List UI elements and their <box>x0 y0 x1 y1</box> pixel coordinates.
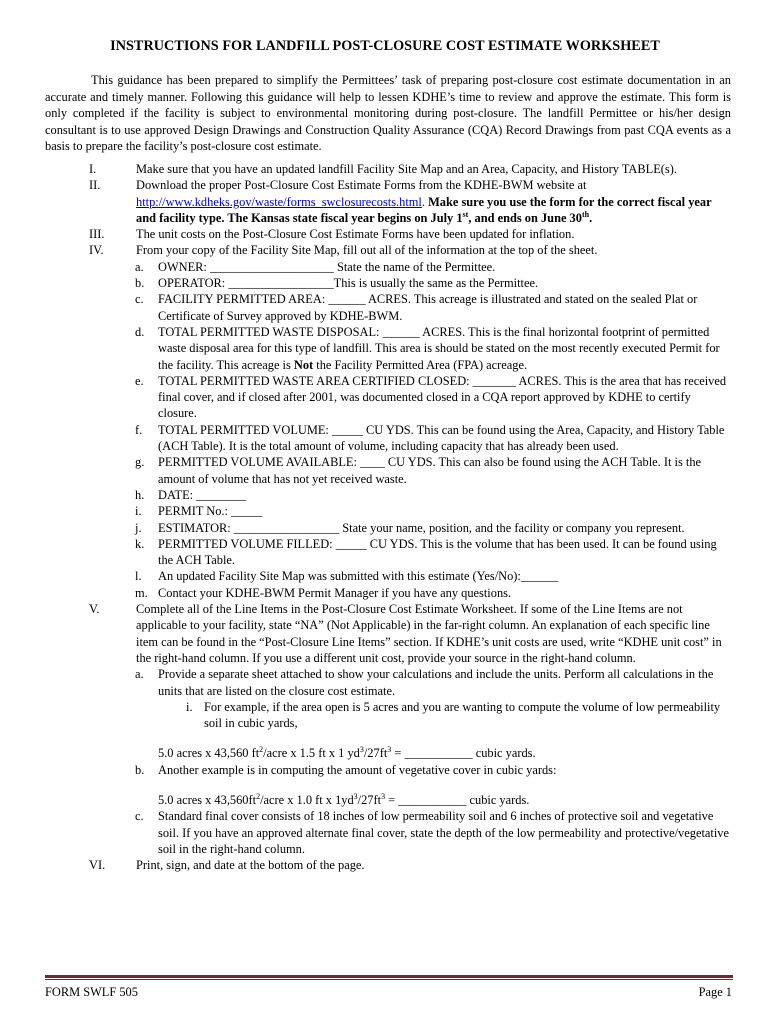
sub-item-letter: l. <box>135 569 142 584</box>
sub-item-vegetative-cover <box>45 762 731 778</box>
sub-item-letter: c. <box>135 292 144 307</box>
formula-part: /27ft <box>357 792 382 807</box>
item-text: From your copy of the Facility Site Map, fill out all of the information at the top of the sheet. <box>136 243 598 258</box>
bold-text-part: . <box>589 210 593 225</box>
item-text-after-link: . <box>421 194 429 209</box>
sub-sub-item-example <box>45 699 731 732</box>
sub-item-total-permitted-volume <box>45 422 731 455</box>
sub-item-text: TOTAL PERMITTED WASTE DISPOSAL: ______ ACRES. This is the final horizontal footprint of permitted waste disposal area for this type of landfill. This area is should be stated on the most recently executed Permit for the facility. This acreage is <box>158 324 720 372</box>
bold-text-part: Make sure you use the form for the correct fiscal year and facility type. The Kansas state fiscal year begins on July 1 <box>136 194 712 225</box>
sub-item-letter: m. <box>135 585 148 600</box>
list-item-i <box>45 161 731 177</box>
sub-item-text: Standard final cover consists of 18 inches of low permeability soil and 6 inches of protective soil and vegetative soil. If you have an approved alternate final cover, state the depth of the low permeability and protective/vegetative soil in the right-hand column. <box>158 809 729 856</box>
sub-item-text: TOTAL PERMITTED VOLUME: _____ CU YDS. This can be found using the Area, Capacity, and History Table (ACH Table). It is the total amount of volume, including capacity that has already been used. <box>158 422 725 454</box>
sub-item-text: PERMITTED VOLUME FILLED: _____ CU YDS. This is the volume that has been used. It can be found using the ACH Table. <box>158 536 717 568</box>
sub-item-text: Contact your KDHE-BWM Permit Manager if you have any questions. <box>158 585 512 600</box>
sub-item-permitted-volume-available <box>45 454 731 487</box>
item-number: V. <box>89 602 100 617</box>
sub-item-letter: k. <box>135 536 145 551</box>
sub-item-text-end: the Facility Permitted Area (FPA) acreage. <box>313 357 528 372</box>
sub-item-waste-area-certified-closed <box>45 373 731 422</box>
formula-vegetative-cover <box>45 792 731 808</box>
formula-part: = ___________ cubic yards. <box>391 746 536 761</box>
sub-item-text: Another example is in computing the amount of vegetative cover in cubic yards: <box>158 762 557 777</box>
sub-item-text: TOTAL PERMITTED WASTE AREA CERTIFIED CLOSED: _______ ACRES. This is the area that has received final cover, and if closed after 2001, was documented closed in a CQA report approved by KDHE to certify closure. <box>158 373 727 421</box>
formula-low-permeability <box>45 745 731 761</box>
item-text: Print, sign, and date at the bottom of the page. <box>136 858 365 873</box>
sub-sub-item-numeral: i. <box>186 699 193 714</box>
list-item-v <box>45 601 731 666</box>
sub-item-facility-permitted-area <box>45 291 731 324</box>
sub-sub-item-text: For example, if the area open is 5 acres and you are wanting to compute the volume of low permeability soil in cubic yards, <box>204 699 721 731</box>
superscript: 3 <box>359 745 364 755</box>
sub-item-permitted-volume-filled <box>45 536 731 569</box>
bold-word: Not <box>293 357 314 372</box>
formula-part: /acre x 1.5 ft x 1 yd <box>263 746 360 761</box>
spacer <box>45 731 731 745</box>
formula-part: /27ft <box>363 746 388 761</box>
sub-item-letter: b. <box>135 276 145 291</box>
item-number: III. <box>89 227 105 242</box>
list-item-ii <box>45 177 731 226</box>
list-item-iii <box>45 226 731 242</box>
item-text: Complete all of the Line Items in the Post-Closure Cost Estimate Worksheet. If some of the Line Items are not applicable to your facility, state “NA” (Not Applicable) in the far-right column. An explanation of each specific line item can be found in the “Post-Closure Line Items” section. If KDHE’s unit costs are used, write “KDHE unit cost” in the right-hand column. If you use a different unit cost, provide your source in the right-hand column. <box>136 602 722 665</box>
spacer <box>45 778 731 792</box>
footer-divider-thin <box>45 979 733 980</box>
item-text: Download the proper Post-Closure Cost Estimate Forms from the KDHE-BWM website at <box>136 178 587 193</box>
sub-item-text: PERMIT No.: _____ <box>158 504 263 519</box>
sub-item-text: OPERATOR: _________________This is usually the same as the Permittee. <box>158 276 539 291</box>
sub-item-owner <box>45 259 731 275</box>
superscript: st <box>462 209 469 219</box>
sub-item-letter: h. <box>135 487 145 502</box>
bold-text-part: , and ends on June 30 <box>468 210 582 225</box>
sub-item-contact-manager <box>45 585 731 601</box>
sub-item-letter: j. <box>135 520 142 535</box>
instruction-list <box>45 161 731 873</box>
sub-item-text: DATE: ________ <box>158 487 246 502</box>
sub-item-standard-final-cover <box>45 808 731 857</box>
form-number: FORM SWLF 505 <box>45 985 138 999</box>
superscript: 2 <box>259 745 264 755</box>
sub-item-operator <box>45 275 731 291</box>
page-number: Page 1 <box>698 985 732 999</box>
superscript: th <box>581 209 590 219</box>
sub-item-total-permitted-waste-disposal <box>45 324 731 373</box>
list-item-vi <box>45 857 731 873</box>
sub-item-site-map-submitted <box>45 568 731 584</box>
sub-item-text: OWNER: ____________________ State the name of the Permittee. <box>158 259 496 274</box>
sub-item-text: ESTIMATOR: _________________ State your name, position, and the facility or company you represent. <box>158 520 685 535</box>
sub-item-letter: f. <box>135 422 143 437</box>
sub-item-letter: i. <box>135 504 142 519</box>
formula-part: /acre x 1.0 ft x 1yd <box>260 792 354 807</box>
sub-item-calculations-sheet <box>45 666 731 699</box>
sub-item-letter: a. <box>135 667 144 682</box>
sub-item-text: FACILITY PERMITTED AREA: ______ ACRES. This acreage is illustrated and stated on the sealed Plat or Certificate of Survey approved by KDHE-BWM. <box>158 292 698 323</box>
sub-item-text: An updated Facility Site Map was submitted with this estimate (Yes/No):______ <box>158 569 559 584</box>
sub-item-permit-no <box>45 503 731 519</box>
sub-item-estimator <box>45 520 731 536</box>
intro-paragraph: This guidance has been prepared to simplify the Permittees’ task of preparing post-closure cost estimate documentation in an accurate and timely manner. Following this guidance will help to lessen KDHE’s time to review and approve the estimate. This form is only completed if the facility is subject to environmental monitoring during post-closure. The landfill Permittee or his/her design consultant is to use approved Design Drawings and Construction Quality Assurance (CQA) Record Drawings from past CQA events as a basis to prepare the facility’s post-closure cost estimate. <box>45 73 731 153</box>
sub-item-letter: a. <box>135 259 144 274</box>
sub-item-date <box>45 487 731 503</box>
superscript: 2 <box>256 791 261 801</box>
sub-item-letter: d. <box>135 324 145 339</box>
item-number: VI. <box>89 858 106 873</box>
list-item-iv <box>45 242 731 258</box>
sub-item-letter: b. <box>135 762 145 777</box>
footer-divider <box>45 975 733 978</box>
sub-item-letter: e. <box>135 373 144 388</box>
forms-download-link[interactable]: http://www.kdheks.gov/waste/forms_swclosurecosts.html <box>136 194 422 209</box>
formula-part: 5.0 acres x 43,560 ft <box>158 746 260 761</box>
item-number: II. <box>89 178 101 193</box>
sub-item-letter: g. <box>135 455 145 470</box>
sub-item-text: Provide a separate sheet attached to show your calculations and include the units. Perform all calculations in the units that are listed on the closure cost estimate. <box>158 667 714 698</box>
formula-part: 5.0 acres x 43,560ft <box>158 792 257 807</box>
formula-part: = ___________ cubic yards. <box>385 792 530 807</box>
page-title: INSTRUCTIONS FOR LANDFILL POST-CLOSURE COST ESTIMATE WORKSHEET <box>110 38 660 54</box>
item-number: IV. <box>89 243 104 258</box>
superscript: 3 <box>387 745 392 755</box>
item-text: The unit costs on the Post-Closure Cost Estimate Forms have been updated for inflation. <box>136 227 575 242</box>
sub-item-text: PERMITTED VOLUME AVAILABLE: ____ CU YDS. This can also be found using the ACH Table. It is the amount of volume that has not yet received waste. <box>158 455 702 486</box>
superscript: 3 <box>353 791 358 801</box>
superscript: 3 <box>381 791 386 801</box>
sub-item-letter: c. <box>135 809 144 824</box>
item-number: I. <box>89 162 97 176</box>
item-text: Make sure that you have an updated landfill Facility Site Map and an Area, Capacity, and History TABLE(s). <box>136 162 677 176</box>
